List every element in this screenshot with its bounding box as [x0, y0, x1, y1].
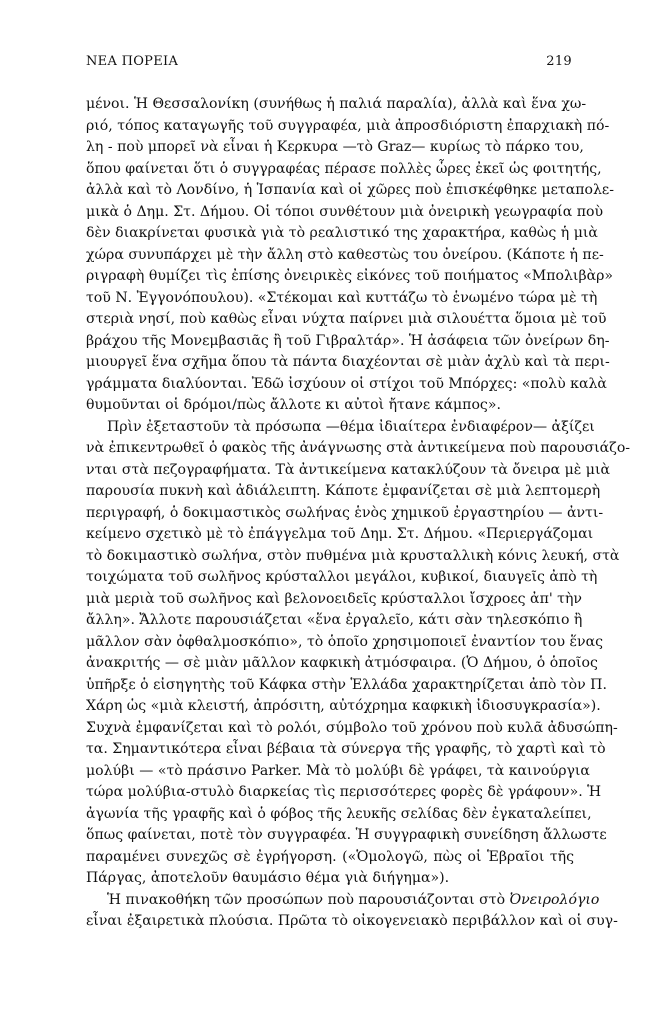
italic-book-title: Ὀνειρολόγιο: [509, 891, 600, 908]
text-line: γράμματα διαλύονται. Ἐδῶ ἰσχύουν οἱ στίχοι τοῦ Μπόρχες: «πολὺ καλὰ: [86, 375, 607, 392]
text-line: ἀλλὰ καὶ τὸ Λονδίνο, ἡ Ἱσπανία καὶ οἱ χῶρες ποὺ ἐπισκέφθηκε μεταπολε-: [86, 182, 614, 198]
text-line: τώρα μολύβια-στυλὸ διαρκείας τὶς περισσότερες φορὲς δὲ γράφουν». Ἡ: [86, 784, 602, 800]
text-line: νται στὰ πεζογραφήματα. Τὰ ἀντικείμενα κατακλύζουν τὰ ὄνειρα μὲ μιὰ: [86, 461, 611, 478]
text-line: βράχου τῆς Μονεμβασιᾶς ἢ τοῦ Γιβραλτάρ». Ἡ ἀσάφεια τῶν ὀνείρων δη-: [86, 332, 610, 349]
text-line: μιουργεῖ ἕνα σχῆμα ὅπου τὰ πάντα διαχέονται σὲ μιὰν ἀχλὺ καὶ τὰ περι-: [86, 354, 610, 370]
text-line: μιὰ μεριὰ τοῦ σωλῆνος καὶ βελονοειδεῖς κρύσταλλοι ἴσχροες ἀπ' τὴν: [86, 590, 582, 607]
text-line: ὑπῆρξε ὁ εἰσηγητὴς τοῦ Κάφκα στὴν Ἑλλάδα χαρακτηρίζεται ἀπὸ τὸν Π.: [86, 676, 607, 693]
text-line: νὰ ἐπικεντρωθεῖ ὁ φακὸς τῆς ἀνάγνωσης στὰ ἀντικείμενα ποὺ παρουσιάζο-: [86, 440, 631, 456]
text-line: ἀνακριτής — σὲ μιὰν μᾶλλον καφκικὴ ἀτμόσφαιρα. (Ὁ Δήμου, ὁ ὁποῖος: [86, 655, 598, 671]
page-header: [86, 54, 572, 74]
body-text: [86, 94, 631, 933]
text-line: Συχνὰ ἐμφανίζεται καὶ τὸ ρολόι, σύμβολο τοῦ χρόνου ποὺ κυλᾶ ἀδυσώπη-: [86, 719, 618, 736]
text-line: μικὰ ὁ Δημ. Στ. Δήμου. Οἱ τόποι συνθέτουν μιὰ ὀνειρικὴ γεωγραφία ποὺ: [86, 203, 604, 220]
text-line: παρουσία πυκνὴ καὶ ἀδιάλειπτη. Κάποτε ἐμφανίζεται σὲ μιὰ λεπτομερὴ: [86, 483, 601, 499]
text-line: τοῦ Ν. Ἐγγονόπουλου). «Στέκομαι καὶ κυττάζω τὸ ἑνωμένο τώρα μὲ τὴ: [86, 289, 598, 306]
text-line: εἶναι ἐξαιρετικὰ πλούσια. Πρῶτα τὸ οἰκογενειακὸ περιβάλλον καὶ οἱ συγ-: [86, 913, 618, 929]
page-number: 219: [546, 54, 572, 69]
text-line: τὸ δοκιμαστικὸ σωλήνα, στὸν πυθμένα μιὰ κρυσταλλικὴ κόνις λευκή, στὰ: [86, 547, 620, 564]
text-line: μένοι. Ἡ Θεσσαλονίκη (συνήθως ἡ παλιά παραλία), ἀλλὰ καὶ ἕνα χω-: [86, 96, 587, 112]
text-line: τα. Σημαντικότερα εἶναι βέβαια τὰ σύνεργα τῆς γραφῆς, τὸ χαρτὶ καὶ τὸ: [86, 741, 606, 757]
text-line: ὅπως φαίνεται, ποτὲ τὸν συγγραφέα. Ἡ συγγραφικὴ συνείδηση ἄλλωστε: [86, 827, 607, 843]
text-line: παραμένει συνεχῶς σὲ ἐγρήγορση. («Ὁμολογῶ, πὼς οἱ Ἑβραῖοι τῆς: [86, 848, 574, 865]
text-line: μᾶλλον σὰν ὀφθαλμοσκόπιο», τὸ ὁποῖο χρησιμοποιεῖ ἐναντίον του ἕνας: [86, 633, 604, 650]
text-line: ριό, τόπος καταγωγῆς τοῦ συγγραφέα, μιὰ ἀπροσδιόριστη ἐπαρχιακὴ πό-: [86, 117, 610, 134]
text-line: δὲν διακρίνεται φυσικὰ γιὰ τὸ ρεαλιστικό της χαρακτήρα, καθὼς ἡ μιὰ: [86, 225, 598, 241]
text-line: ὅπου φαίνεται ὅτι ὁ συγγραφέας πέρασε πολλὲς ὧρες ἐκεῖ ὡς φοιτητής,: [86, 160, 602, 177]
line-text: Ἡ πινακοθήκη τῶν προσώπων ποὺ παρουσιάζονται στὸ: [107, 891, 506, 908]
text-line: μολύβι — «τὸ πράσινο Parker. Μὰ τὸ μολύβι δὲ γράφει, τὰ καινούργια: [86, 762, 590, 779]
text-line: λη - ποὺ μπορεῖ νὰ εἶναι ἡ Κερκυρα —τὸ Graz— κυρίως τὸ πάρκο του,: [86, 139, 584, 155]
text-line: κείμενο σχετικὸ μὲ τὸ ἐπάγγελμα τοῦ Δημ. Στ. Δήμου. «Περιεργάζομαι: [86, 526, 594, 542]
running-title: ΝΕΑ ΠΟΡΕΙΑ: [86, 54, 179, 69]
paragraph-end-line: θυμοῦνται οἱ δρόμοι/πὼς ἄλλοτε κι αὐτοὶ ἤτανε κάμπος».: [86, 397, 501, 413]
text-line: τοιχώματα τοῦ σωλῆνος κρύσταλλοι μεγάλοι, κυβικοί, διαυγεῖς ἀπὸ τὴ: [86, 569, 598, 585]
text-line: στεριὰ νησί, ποὺ καθὼς εἶναι νύχτα παίρνει μιὰ σιλουέττα ὅμοια μὲ τοῦ: [86, 311, 607, 327]
paragraph-start-line: [86, 890, 600, 912]
text-line: ριγραφὴ θυμίζει τὶς ἐπίσης ὀνειρικὲς εἰκόνες τοῦ ποιήματος «Μπολιβὰρ»: [86, 268, 614, 284]
text-line: χώρα συνυπάρχει μὲ τὴν ἄλλη στὸ καθεστὼς του ὀνείρου. (Κάποτε ἡ πε-: [86, 246, 604, 263]
text-line: ἄλλη». Ἄλλοτε παρουσιάζεται «ἕνα ἐργαλεῖο, κάτι σὰν τηλεσκόπιο ἢ: [86, 612, 583, 628]
text-line: ἀγωνία τῆς γραφῆς καὶ ὁ φόβος τῆς λευκῆς σελίδας δὲν ἐγκαταλείπει,: [86, 805, 592, 822]
text-line: περιγραφή, ὁ δοκιμαστικὸς σωλήνας ἑνὸς χημικοῦ ἐργαστηρίου — ἀντι-: [86, 504, 604, 521]
text-line: Χάρη ὡς «μιὰ κλειστή, ἀπρόσιτη, αὐτόχρημα καφκικὴ ἰδιοσυγκρασία»).: [86, 698, 601, 714]
paragraph-end-line: Πάργας, ἀποτελοῦν θαυμάσιο θέμα γιὰ διήγημα»).: [86, 870, 450, 886]
paragraph-start-line: Πρὶν ἐξεταστοῦν τὰ πρόσωπα —θέμα ἰδιαίτερα ἐνδιαφέρον— ἀξίζει: [107, 418, 595, 435]
